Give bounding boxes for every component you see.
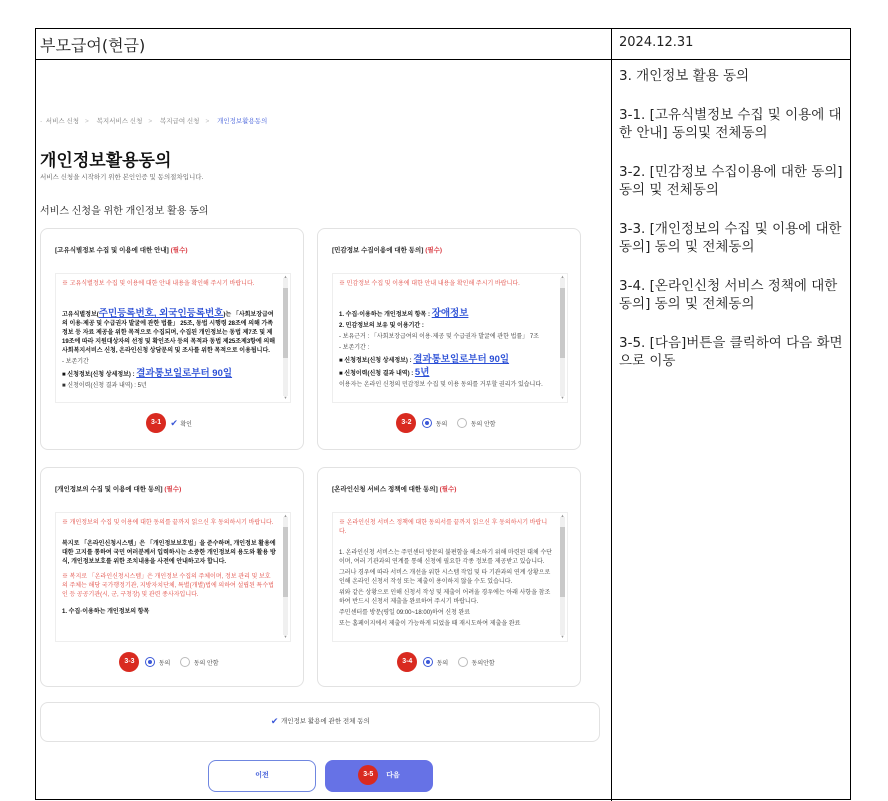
agree-label[interactable]: 동의 (435, 421, 448, 428)
agree-radio[interactable] (145, 657, 155, 667)
chevron-right-icon: > (85, 118, 89, 125)
notice-text: ※ 민감정보 수집 및 이용에 대한 안내 내용을 확인해 주시기 바랍니다. (339, 281, 520, 287)
note-3-1: 3-1. [고유식별정보 수집 및 이용에 대한 안내] 동의및 전체동의 (619, 107, 842, 141)
agree-control (318, 652, 580, 668)
card-title (55, 484, 181, 493)
note-3-3: 3-3. [개인정보의 수집 및 이용에 대한 동의] 동의 및 전체동의 (619, 221, 842, 255)
step-badge: 3-1 (146, 413, 166, 433)
retention-item-value: 5년 (414, 367, 430, 378)
step-notes (619, 67, 849, 391)
document-date: 2024.12.31 (619, 35, 694, 50)
prev-button-label: 이전 (255, 772, 269, 779)
breadcrumb-dot: · (40, 118, 43, 125)
body-text: 고유식별정보( (62, 312, 99, 318)
breadcrumb-current: 개인정보활용동의 (217, 118, 268, 125)
scroll-down-icon[interactable]: ▼ (283, 395, 288, 400)
scroll-down-icon[interactable]: ▼ (560, 395, 565, 400)
notice-text: ※ 개인정보의 수집 및 이용에 대한 동의를 끝까지 읽으신 후 동의하시기 바랍니다. (62, 520, 274, 526)
card-title-text: [개인정보의 수집 및 이용에 대한 동의] (55, 486, 163, 493)
terms-scroll-box[interactable] (332, 512, 568, 642)
chevron-right-icon: > (205, 118, 210, 125)
basis-text: - 보유근거 : 「사회보장급여의 이용·제공 및 수급권자 발굴에 관한 법률」 7조 (339, 334, 539, 340)
prev-button[interactable] (208, 760, 316, 792)
terms-scroll-box[interactable] (55, 273, 291, 403)
agree-radio[interactable] (423, 657, 433, 667)
page-subtitle: 서비스 신청을 시작하기 위한 본인인증 및 동의절차입니다. (40, 174, 204, 181)
agree-control (41, 652, 303, 668)
terms-scroll-box[interactable] (55, 512, 291, 642)
scroll-up-icon[interactable]: ▲ (560, 513, 565, 518)
consent-card-online-policy (317, 467, 581, 687)
body-text: 1. 온라인신청 서비스는 주민센터 방문의 불편함을 해소하기 위해 마련된 대체 수단이며, 여러 기관과의 연계를 통해 신청에 필요한 각종 정보를 제공받고 있습니다. (339, 550, 552, 565)
step-badge: 3-3 (119, 652, 139, 672)
step-badge: 3-4 (397, 652, 417, 672)
consent-card-unique-id (40, 228, 304, 450)
retention-item-value: 결과통보일로부터 90일 (136, 368, 233, 379)
scrollbar[interactable] (283, 513, 288, 639)
retention-label: - 보존기간 (62, 359, 89, 365)
scroll-up-icon[interactable]: ▲ (560, 274, 565, 279)
scroll-down-icon[interactable]: ▼ (283, 634, 288, 639)
card-title (332, 484, 456, 493)
scrollbar[interactable] (560, 274, 565, 400)
body-text: 위와 같은 상황으로 인해 신청서 작성 및 제출이 어려울 경우에는 아래 사항을 참조하여 반드시 신청서 제출을 완료하여 주시기 바랍니다. (339, 590, 551, 605)
notice-text: ※ 복지로 「온라인신청시스템」은 개인정보 수집의 주체이며, 정보 관리 및 보호의 주체는 해당 국가행정기관, 지방자치단체, 특별(개별)법에 의하여 설립된 특수법인 등 공공기관(시, 군, 구청장) 및 관련 종사자입니다. (62, 574, 274, 598)
card-title-text: [고유식별정보 수집 및 이용에 대한 안내] (55, 247, 169, 254)
body-text: 또는 홈페이지에서 제출이 가능하게 되었을 때 재시도하여 제출을 완료 (339, 621, 521, 627)
step-badge: 3-2 (396, 413, 416, 433)
card-title (332, 245, 442, 254)
retention-label: 2. 민감정보의 보유 및 이용기간 : (339, 323, 424, 329)
scrollbar[interactable] (560, 513, 565, 639)
terms-scroll-box[interactable] (332, 273, 568, 403)
agree-radio[interactable] (422, 418, 432, 428)
body-text: 복지로 「온라인신청시스템」은 「개인정보보호법」을 준수하며, 개인정보 활용에 대한 고지를 통하여 국민 여러분께서 입력하시는 소중한 개인정보의 용도와 활용 방식, 개인정보보호를 위한 조치내용을 사전에 안내하고자 합니다. (62, 541, 276, 565)
required-label: (필수) (170, 247, 188, 254)
disagree-label[interactable]: 동의 안함 (470, 421, 496, 428)
scroll-up-icon[interactable]: ▲ (283, 513, 288, 518)
required-label: (필수) (164, 486, 182, 493)
note-3-5: 3-5. [다음]버튼을 클릭하여 다음 화면으로 이동 (619, 335, 843, 369)
agree-label[interactable]: 동의 (158, 660, 171, 667)
breadcrumb-item[interactable]: 복지서비스 신청 (96, 118, 143, 125)
retention-item: ■ 신청이력(신청 결과 내역) : 5년 (62, 383, 147, 389)
note-3: 3. 개인정보 활용 동의 (619, 68, 750, 84)
scroll-down-icon[interactable]: ▼ (560, 634, 565, 639)
next-button-label: 다음 (386, 772, 400, 779)
column-divider (611, 29, 612, 801)
section-title: 서비스 신청을 위한 개인정보 활용 동의 (40, 206, 209, 217)
consent-card-personal-info (40, 467, 304, 687)
card-title-text: [민감정보 수집이용에 대한 동의] (332, 247, 424, 254)
checkmark-icon[interactable]: ✔ (170, 417, 178, 428)
note-3-2: 3-2. [민감정보 수집이용에 대한 동의] 동의 및 전체동의 (619, 164, 843, 198)
disagree-radio[interactable] (458, 657, 468, 667)
confirm-label[interactable]: 확인 (180, 421, 192, 428)
scroll-up-icon[interactable]: ▲ (283, 274, 288, 279)
disagree-radio[interactable] (457, 418, 467, 428)
required-label: (필수) (439, 486, 457, 493)
breadcrumb (40, 116, 267, 125)
screenshot-area (36, 60, 611, 800)
body-text: )는 「사회보장급여의 이용·제공 및 수급권자 발굴에 관한 법률」 25조, 동법 시행령 28조에 의해 가족정보 등 자료 제공을 위한 목적으로 수집되며, 수집된 개인정보는 동법 제7조 및 제19조에 따라 지원대상자의 선정 및 확인조사 등의 목적과 동법 제25조제3항에 의해 사회복지서비스 신청, 온라인신청 상담문의 및 조사를 위한 목적으로 이용됩니다. (62, 312, 276, 354)
page-title: 개인정보활용동의 (40, 151, 172, 170)
highlight-text: 주민등록번호, 외국인등록번호 (98, 308, 224, 319)
all-agree-checkbox[interactable] (40, 702, 600, 742)
body-text: 그러나 경우에 따라 서비스 개선을 위한 시스템 작업 및 타 기관과의 연계 상황으로 인해 온라인 신청서 작성 또는 제출이 용이하지 않을 수도 있습니다. (339, 570, 551, 585)
card-title (55, 245, 188, 254)
required-label: (필수) (425, 247, 443, 254)
card-title-text: [온라인신청 서비스 정책에 대한 동의] (332, 486, 438, 493)
disagree-label[interactable]: 동의 안함 (193, 660, 219, 667)
item-value: 장애정보 (431, 308, 469, 319)
confirm-control (41, 413, 303, 429)
retention-item-value: 결과통보일로부터 90일 (413, 354, 510, 365)
retention-item-label: ■ 신청정보(신청 상세정보) : (62, 372, 137, 378)
note-3-4: 3-4. [온라인신청 서비스 정책에 대한동의] 동의 및 전체동의 (619, 278, 838, 312)
notice-text: ※ 온라인신청 서비스 정책에 대한 동의서를 끝까지 읽으신 후 동의하시기 바랍니다. (339, 520, 548, 535)
program-name: 부모급여(현금) (40, 36, 146, 55)
next-button[interactable] (325, 760, 433, 792)
all-agree-label[interactable]: 개인정보 활용에 관한 전체 동의 (280, 718, 370, 725)
agree-label[interactable]: 동의 (436, 660, 449, 667)
breadcrumb-item[interactable]: 서비스 신청 (45, 118, 79, 125)
checkmark-icon[interactable]: ✔ (270, 715, 279, 726)
step-badge: 3-5 (358, 765, 378, 785)
chevron-right-icon: > (148, 118, 153, 125)
table-header-row (36, 29, 850, 60)
refusal-text: 이용자는 온라인 신청의 민감정보 수집 및 이용 동의를 거부할 권리가 있습니다. (339, 382, 543, 388)
notice-text: ※ 고유식별정보 수집 및 이용에 대한 안내 내용을 확인해 주시기 바랍니다. (62, 281, 255, 287)
consent-card-sensitive (317, 228, 581, 450)
retention-item-label: ■ 신청정보(신청 상세정보) : (339, 358, 414, 364)
disagree-label[interactable]: 동의안함 (471, 660, 495, 667)
period-text: - 보존기간 : (339, 345, 370, 351)
item-label: 1. 수집·이용하는 개인정보의 항목 (62, 609, 150, 615)
disagree-radio[interactable] (180, 657, 190, 667)
retention-item-label: ■ 신청이력(신청 결과 내역) : (339, 371, 415, 377)
body-text: 주민센터를 방문(평일 09:00~18:00)하여 신청 완료 (339, 610, 471, 616)
scrollbar[interactable] (283, 274, 288, 400)
item-label: 1. 수집·이용하는 개인정보의 항목 : (339, 312, 432, 318)
breadcrumb-item[interactable]: 복지급여 신청 (159, 118, 200, 125)
agree-control (318, 413, 580, 429)
